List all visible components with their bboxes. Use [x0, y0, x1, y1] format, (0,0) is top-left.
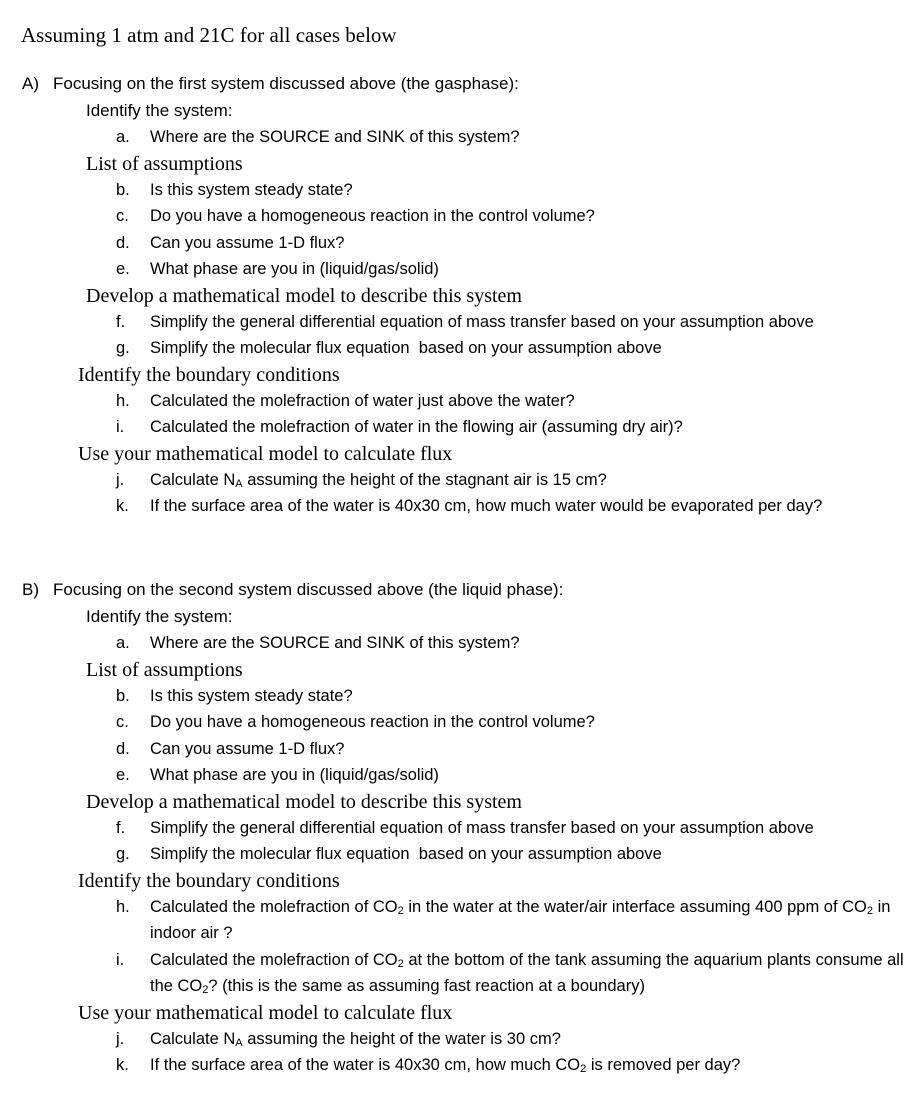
identify-system-heading: Identify the system:: [86, 101, 233, 120]
list-item: a. Where are the SOURCE and SINK of this system?: [116, 634, 520, 652]
boundary-conditions-heading: Identify the boundary conditions: [78, 363, 340, 386]
section-b: [22, 576, 912, 1079]
list-item: f. Simplify the general differential equation of mass transfer based on your assumption above: [116, 312, 814, 331]
list-item: e. What phase are you in (liquid/gas/solid): [116, 260, 439, 278]
list-item: h. Calculated the molefraction of $CO_2$ in the water at the water/air interface assuming 400 ppm of $CO_2$ in indoor air ?: [116, 897, 891, 942]
section-a: [22, 70, 912, 520]
list-item: e. What phase are you in (liquid/gas/solid): [116, 766, 439, 784]
section-a-label: A): [22, 74, 39, 93]
list-item: j. Calculate $N_A$ assuming the height of the stagnant air is 15 cm?: [116, 470, 607, 490]
section-a-title: A) Focusing on the first system discussed above (the gasphase):: [22, 70, 912, 98]
list-item: h. Calculated the molefraction of water just above the water?: [116, 391, 575, 410]
intro-statement: Assuming 1 atm and 21C for all cases below: [21, 23, 397, 47]
list-item: f. Simplify the general differential equation of mass transfer based on your assumption above: [116, 818, 814, 837]
boundary-conditions-heading: Identify the boundary conditions: [78, 869, 340, 892]
list-item: g. Simplify the molecular flux equation based on your assumption above: [116, 339, 662, 357]
assumptions-heading: List of assumptions: [86, 152, 243, 175]
list-item: k. If the surface area of the water is 40x30 cm, how much water would be evaporated per day?: [116, 497, 823, 515]
calculate-flux-heading: Use your mathematical model to calculate flux: [78, 442, 453, 465]
list-item: g. Simplify the molecular flux equation based on your assumption above: [116, 845, 662, 863]
list-item: b. Is this system steady state?: [116, 180, 353, 199]
list-item: j. Calculate $N_A$ assuming the height of the water is 30 cm?: [116, 1029, 561, 1049]
list-item: i. Calculated the molefraction of water in the flowing air (assuming dry air)?: [116, 418, 683, 436]
section-b-label: B): [22, 580, 39, 599]
list-item: b. Is this system steady state?: [116, 686, 353, 705]
calculate-flux-heading: Use your mathematical model to calculate flux: [78, 1001, 453, 1024]
model-heading: Develop a mathematical model to describe this system: [86, 284, 522, 307]
list-item: c. Do you have a homogeneous reaction in the control volume?: [116, 713, 595, 731]
list-item: i. Calculated the molefraction of $CO_2$ at the bottom of the tank assuming the aquarium plants consume all the $CO_2$? (this is the same as assuming fast reaction at a boundary): [116, 950, 904, 996]
identify-system-heading: Identify the system:: [86, 607, 233, 626]
list-item: d. Can you assume 1-D flux?: [116, 739, 345, 758]
list-item: c. Do you have a homogeneous reaction in the control volume?: [116, 207, 595, 225]
list-item: d. Can you assume 1-D flux?: [116, 233, 345, 252]
list-item: a. Where are the SOURCE and SINK of this system?: [116, 128, 520, 146]
list-item: k. If the surface area of the water is 40x30 cm, how much $CO_2$ is removed per day?: [116, 1056, 741, 1075]
model-heading: Develop a mathematical model to describe this system: [86, 790, 522, 813]
assumptions-heading: List of assumptions: [86, 658, 243, 681]
section-b-title: B) Focusing on the second system discussed above (the liquid phase):: [22, 576, 912, 604]
